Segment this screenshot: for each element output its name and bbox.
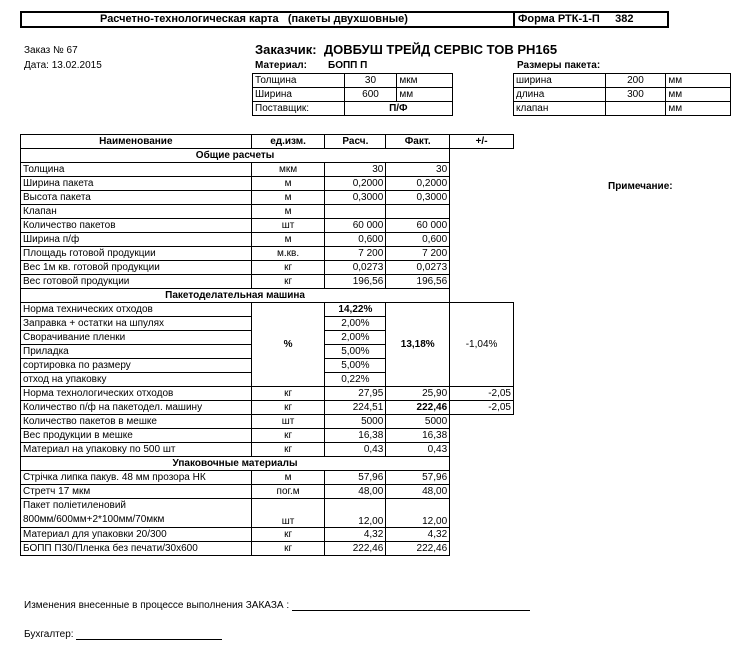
row-name: Заправка + остатки на шпулях xyxy=(21,317,252,331)
waste-fact: 13,18% xyxy=(386,303,450,387)
row-diff-empty xyxy=(450,542,514,556)
material-table xyxy=(252,73,453,116)
row-name: Пакет поліетиленовий 800мм/600мм+2*100мм/70мкм xyxy=(21,499,252,528)
row-diff-empty xyxy=(450,233,514,247)
table-row xyxy=(21,471,514,485)
material-row xyxy=(253,74,453,88)
row-calc: 2,00% xyxy=(325,317,386,331)
table-row xyxy=(21,387,514,401)
row-fact: 16,38 xyxy=(386,429,450,443)
table-row xyxy=(21,275,514,289)
package-param-unit: мм xyxy=(666,102,731,116)
section-title: Общие расчеты xyxy=(21,149,450,163)
row-fact: 0,0273 xyxy=(386,261,450,275)
material-param-value: 600 xyxy=(344,88,397,102)
row-fact: 222,46 xyxy=(386,401,450,415)
row-calc: 27,95 xyxy=(325,387,386,401)
package-param-value: 200 xyxy=(605,74,666,88)
row-calc: 0,43 xyxy=(325,443,386,457)
row-calc: 4,32 xyxy=(325,528,386,542)
row-unit: кг xyxy=(251,542,325,556)
package-size-row xyxy=(514,88,731,102)
row-calc: 196,56 xyxy=(325,275,386,289)
row-calc: 16,38 xyxy=(325,429,386,443)
section-header-machine xyxy=(21,289,514,303)
material-param-value: 30 xyxy=(344,74,397,88)
row-calc: 57,96 xyxy=(325,471,386,485)
row-name: сортировка по размеру xyxy=(21,359,252,373)
row-unit: кг xyxy=(251,528,325,542)
row-diff-empty xyxy=(450,219,514,233)
package-size-row xyxy=(514,74,731,88)
row-name: Стретч 17 мкм xyxy=(21,485,252,499)
waste-unit: % xyxy=(251,303,325,387)
package-param-label: длина xyxy=(514,88,606,102)
table-row xyxy=(21,247,514,261)
row-diff-empty xyxy=(450,177,514,191)
note-label: Примечание: xyxy=(608,181,673,192)
row-name: Вес 1м кв. готовой продукции xyxy=(21,261,252,275)
row-unit: кг xyxy=(251,387,325,401)
row-fact: 196,56 xyxy=(386,275,450,289)
row-unit: кг xyxy=(251,401,325,415)
row-name: Количество пакетов xyxy=(21,219,252,233)
package-param-label: ширина xyxy=(514,74,606,88)
section-title: Упаковочные материалы xyxy=(21,457,450,471)
document-title: Расчетно-технологическая карта (пакеты двухшовные) xyxy=(100,13,408,25)
table-row xyxy=(21,177,514,191)
row-name: Стрічка липка пакув. 48 мм прозора НК xyxy=(21,471,252,485)
package-size-table xyxy=(513,73,731,116)
row-fact: 222,46 xyxy=(386,542,450,556)
row-unit: мкм xyxy=(251,163,325,177)
table-row xyxy=(21,485,514,499)
row-diff-empty xyxy=(450,528,514,542)
row-fact: 0,3000 xyxy=(386,191,450,205)
row-fact: 60 000 xyxy=(386,219,450,233)
row-fact: 57,96 xyxy=(386,471,450,485)
packing-rows xyxy=(21,471,514,499)
form-label: Форма РТК-1-П 382 xyxy=(518,13,634,25)
material-label: Материал: xyxy=(255,60,307,71)
table-row xyxy=(21,443,514,457)
package-param-label: клапан xyxy=(514,102,606,116)
row-calc: 12,00 xyxy=(325,499,386,528)
material-value: БОПП П xyxy=(328,60,368,71)
table-row xyxy=(21,261,514,275)
section-header-general xyxy=(21,149,514,163)
row-diff-empty xyxy=(450,163,514,177)
col-header-name: Наименование xyxy=(21,135,252,149)
row-diff: -2,05 xyxy=(450,401,514,415)
table-row xyxy=(21,303,514,317)
row-unit: пог.м xyxy=(251,485,325,499)
header-divider xyxy=(513,11,515,28)
row-name: Материал для упаковки 20/300 xyxy=(21,528,252,542)
row-calc xyxy=(325,205,386,219)
row-name: Ширина пакета xyxy=(21,177,252,191)
row-diff xyxy=(450,415,514,429)
waste-diff: -1,04% xyxy=(450,303,514,387)
row-calc: 222,46 xyxy=(325,542,386,556)
row-diff-empty xyxy=(450,275,514,289)
row-diff-empty xyxy=(450,191,514,205)
packing-rows-2 xyxy=(21,528,514,556)
row-calc: 5000 xyxy=(325,415,386,429)
col-header-unit: ед.изм. xyxy=(251,135,325,149)
row-fact: 7 200 xyxy=(386,247,450,261)
row-unit: шт xyxy=(251,219,325,233)
table-row xyxy=(21,219,514,233)
row-diff-empty xyxy=(450,471,514,485)
section-header-packing xyxy=(21,457,514,471)
table-row xyxy=(21,542,514,556)
row-fact: 0,600 xyxy=(386,233,450,247)
order-number: Заказ № 67 xyxy=(24,45,78,56)
table-row xyxy=(21,401,514,415)
package-size-row xyxy=(514,102,731,116)
supplier-row xyxy=(253,102,453,116)
row-name: Вес готовой продукции xyxy=(21,275,252,289)
row-calc: 7 200 xyxy=(325,247,386,261)
row-name: отход на упаковку xyxy=(21,373,252,387)
row-calc: 0,3000 xyxy=(325,191,386,205)
row-unit: м xyxy=(251,191,325,205)
row-calc: 0,600 xyxy=(325,233,386,247)
machine-rows xyxy=(21,387,514,457)
row-fact: 5000 xyxy=(386,415,450,429)
supplier-value: П/Ф xyxy=(344,102,452,116)
section-title: Пакетоделательная машина xyxy=(21,289,450,303)
table-row xyxy=(21,528,514,542)
table-row xyxy=(21,499,514,528)
row-unit: м xyxy=(251,205,325,219)
row-diff-empty xyxy=(450,247,514,261)
row-name: Ширина п/ф xyxy=(21,233,252,247)
row-unit: шт xyxy=(251,415,325,429)
row-name: Клапан xyxy=(21,205,252,219)
row-calc: 0,2000 xyxy=(325,177,386,191)
table-row xyxy=(21,429,514,443)
row-calc: 0,0273 xyxy=(325,261,386,275)
table-header-row xyxy=(21,135,514,149)
row-fact: 0,2000 xyxy=(386,177,450,191)
accountant-line xyxy=(24,629,222,640)
row-fact: 48,00 xyxy=(386,485,450,499)
customer-line: Заказчик: ДОВБУШ ТРЕЙД СЕРВІС ТОВ РН165 xyxy=(255,42,558,57)
row-name: Толщина xyxy=(21,163,252,177)
package-param-unit: мм xyxy=(666,88,731,102)
row-calc: 48,00 xyxy=(325,485,386,499)
changes-field[interactable] xyxy=(292,600,530,611)
col-header-fact: Факт. xyxy=(386,135,450,149)
row-name: Количество пакетов в мешке xyxy=(21,415,252,429)
table-row xyxy=(21,205,514,219)
row-name: Высота пакета xyxy=(21,191,252,205)
row-unit: кг xyxy=(251,429,325,443)
row-diff xyxy=(450,443,514,457)
accountant-signature-field[interactable] xyxy=(76,629,222,640)
material-param-unit: мм xyxy=(397,88,453,102)
row-name: Приладка xyxy=(21,345,252,359)
row-unit: кг xyxy=(251,275,325,289)
table-row xyxy=(21,191,514,205)
row-name: БОПП П30/Пленка без печати/30х600 xyxy=(21,542,252,556)
general-rows xyxy=(21,163,514,289)
package-param-unit: мм xyxy=(666,74,731,88)
row-unit: м.кв. xyxy=(251,247,325,261)
row-fact: 4,32 xyxy=(386,528,450,542)
row-calc: 60 000 xyxy=(325,219,386,233)
package-param-value: 300 xyxy=(605,88,666,102)
row-calc: 14,22% xyxy=(325,303,386,317)
package-size-label: Размеры пакета: xyxy=(517,60,601,71)
calc-table xyxy=(20,134,514,556)
row-diff-empty xyxy=(450,261,514,275)
row-fact xyxy=(386,205,450,219)
waste-rows xyxy=(21,303,514,387)
row-fact: 0,43 xyxy=(386,443,450,457)
changes-label: Изменения внесенные в процессе выполнения ЗАКАЗА : xyxy=(24,600,290,611)
row-fact: 30 xyxy=(386,163,450,177)
row-name: Вес продукции в мешке xyxy=(21,429,252,443)
row-name: Норма технологических отходов xyxy=(21,387,252,401)
row-unit: кг xyxy=(251,261,325,275)
material-param-label: Толщина xyxy=(253,74,345,88)
table-row xyxy=(21,163,514,177)
row-calc: 30 xyxy=(325,163,386,177)
row-unit: м xyxy=(251,471,325,485)
row-fact: 25,90 xyxy=(386,387,450,401)
row-fact: 12,00 xyxy=(386,499,450,528)
table-row xyxy=(21,233,514,247)
order-date: Дата: 13.02.2015 xyxy=(24,60,102,71)
row-calc: 224,51 xyxy=(325,401,386,415)
package-param-value xyxy=(605,102,666,116)
row-calc: 0,22% xyxy=(325,373,386,387)
row-diff-empty xyxy=(450,485,514,499)
row-name: Норма технических отходов xyxy=(21,303,252,317)
row-diff: -2,05 xyxy=(450,387,514,401)
row-calc: 5,00% xyxy=(325,359,386,373)
row-name: Сворачивание пленки xyxy=(21,331,252,345)
row-name: Количество п/ф на пакетодел. машину xyxy=(21,401,252,415)
material-param-label: Ширина xyxy=(253,88,345,102)
row-unit: шт xyxy=(251,499,325,528)
row-unit: м xyxy=(251,233,325,247)
col-header-calc: Расч. xyxy=(325,135,386,149)
row-calc: 5,00% xyxy=(325,345,386,359)
supplier-label: Поставщик: xyxy=(253,102,345,116)
row-unit: кг xyxy=(251,443,325,457)
col-header-diff: +/- xyxy=(450,135,514,149)
row-calc: 2,00% xyxy=(325,331,386,345)
row-name: Материал на упаковку по 500 шт xyxy=(21,443,252,457)
accountant-label: Бухгалтер: xyxy=(24,629,74,640)
changes-line xyxy=(24,600,530,611)
material-param-unit: мкм xyxy=(397,74,453,88)
row-diff xyxy=(450,429,514,443)
row-name: Площадь готовой продукции xyxy=(21,247,252,261)
table-row xyxy=(21,415,514,429)
row-unit: м xyxy=(251,177,325,191)
row-diff-empty xyxy=(450,205,514,219)
material-row xyxy=(253,88,453,102)
